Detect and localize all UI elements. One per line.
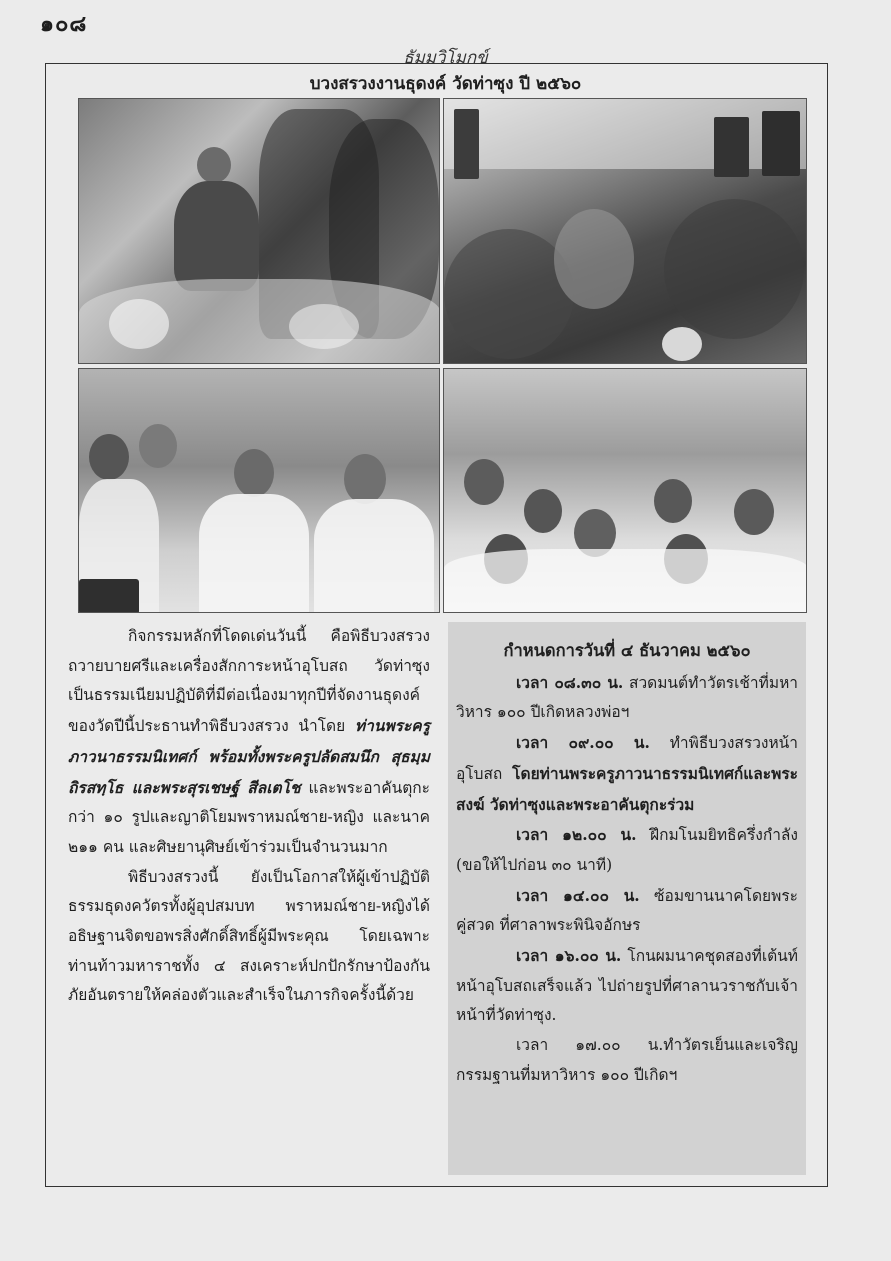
schedule-item-2 bbox=[456, 728, 798, 820]
schedule-item-4 bbox=[456, 881, 798, 941]
article-body bbox=[68, 622, 430, 1011]
photo-monk-altar bbox=[78, 98, 440, 364]
schedule-time: เวลา ๑๒.๐๐ น. bbox=[516, 825, 637, 845]
article-paragraph-2: พิธีบวงสรวงนี้ ยังเป็นโอกาสให้ผู้เข้าปฏิบัติธรรมธุดงควัตรทั้งผู้อุปสมบท พราหมณ์ชาย-หญิงได้อธิษฐานจิตขอพรสิ่งศักดิ์สิทธิ์ผู้มีพระคุณ โดยเฉพาะท่านท้าวมหาราชทั้ง ๔ สงเคราะห์ปกปักรักษาป้องกันภัยอันตรายให้คล่องตัวและสำเร็จในภารกิจครั้งนี้ด้วย bbox=[68, 867, 430, 1005]
schedule-text: โกนผมนาคชุดสองที่เต้นท์หน้าอุโบสถเสร็จแล้ว ไปถ่ายรูปที่ศาลานวราชกับเจ้าหน้าที่วัดท่าซุง. bbox=[456, 947, 798, 1025]
schedule-text-bold: โดยท่านพระครูภาวนาธรรมนิเทศก์และพระสงฆ์ วัดท่าซุงและพระอาคันตุกะร่วม bbox=[456, 763, 798, 814]
schedule-text: ทำพิธีบวงสรวงหน้าอุโบสถ bbox=[456, 734, 798, 783]
schedule-item-5 bbox=[456, 941, 798, 1031]
schedule-item-3 bbox=[456, 820, 798, 880]
running-header: ธัมมวิโมกข์ bbox=[403, 48, 488, 68]
schedule-text: ฝึกมโนมยิทธิครึ่งกำลัง (ขอให้ไปก่อน ๓๐ นาที) bbox=[456, 826, 798, 874]
schedule-time: เวลา ๐๘.๓๐ น. bbox=[516, 672, 624, 692]
schedule-title: กำหนดการวันที่ ๔ ธันวาคม ๒๕๖๐ bbox=[503, 641, 751, 660]
schedule-time: เวลา ๑๗.๐๐ น. bbox=[516, 1036, 664, 1055]
schedule-box bbox=[448, 622, 806, 1175]
photo-devotees-praying bbox=[78, 368, 440, 613]
schedule-item-1 bbox=[456, 668, 798, 728]
article-text-1a: กิจกรรมหลักที่โดดเด่นวันนี้ คือพิธีบวงสรวงถวายบายศรีและเครื่องสักการะหน้าอุโบสถ วัดท่าซุง เป็นธรรมเนียมปฏิบัติที่มีต่อเนื่องมาทุกปีที่จัดงานธุดงค์ ของวัดปีนี้ประธานทำพิธีบวงสรวง นำโดย bbox=[68, 627, 430, 736]
article-text-1b: และพระอาคันตุกะกว่า ๑๐ รูปและญาติโยมพราหมณ์ชาย-หญิง และนาค ๒๑๑ คน และศิษยานุศิษย์เข้าร่วมเป็นจำนวนมาก bbox=[68, 778, 430, 856]
schedule-text: ทำวัตรเย็นและเจริญกรรมฐานที่มหาวิหาร ๑๐๐ ปีเกิดฯ bbox=[456, 1036, 798, 1084]
photo-monks-hall bbox=[443, 98, 807, 364]
schedule-time: เวลา ๐๙.๐๐ น. bbox=[516, 733, 650, 753]
photo-crowd-in-white bbox=[443, 368, 807, 613]
article-officiants: ท่านพระครูภาวนาธรรมนิเทศก์ พร้อมทั้งพระครูปลัดสมนึก สุธมฺมถิรสทฺโธ และพระสุรเชษฐ์ สีลเตโช bbox=[68, 716, 430, 797]
page-number: ๑๐๘ bbox=[40, 11, 88, 37]
schedule-time: เวลา ๑๖.๐๐ น. bbox=[516, 946, 622, 966]
schedule-text: สวดมนต์ทำวัตรเช้าที่มหาวิหาร ๑๐๐ ปีเกิดหลวงพ่อฯ bbox=[456, 673, 798, 722]
schedule-item-6 bbox=[456, 1031, 798, 1090]
schedule-time: เวลา ๑๔.๐๐ น. bbox=[516, 885, 640, 905]
photo-caption: บวงสรวงงานธุดงค์ วัดท่าซุง ปี ๒๕๖๐ bbox=[309, 74, 582, 94]
schedule-text: ซ้อมขานนาคโดยพระคู่สวด ที่ศาลาพระพินิจอักษร bbox=[456, 886, 798, 935]
article-paragraph-1 bbox=[68, 622, 430, 863]
